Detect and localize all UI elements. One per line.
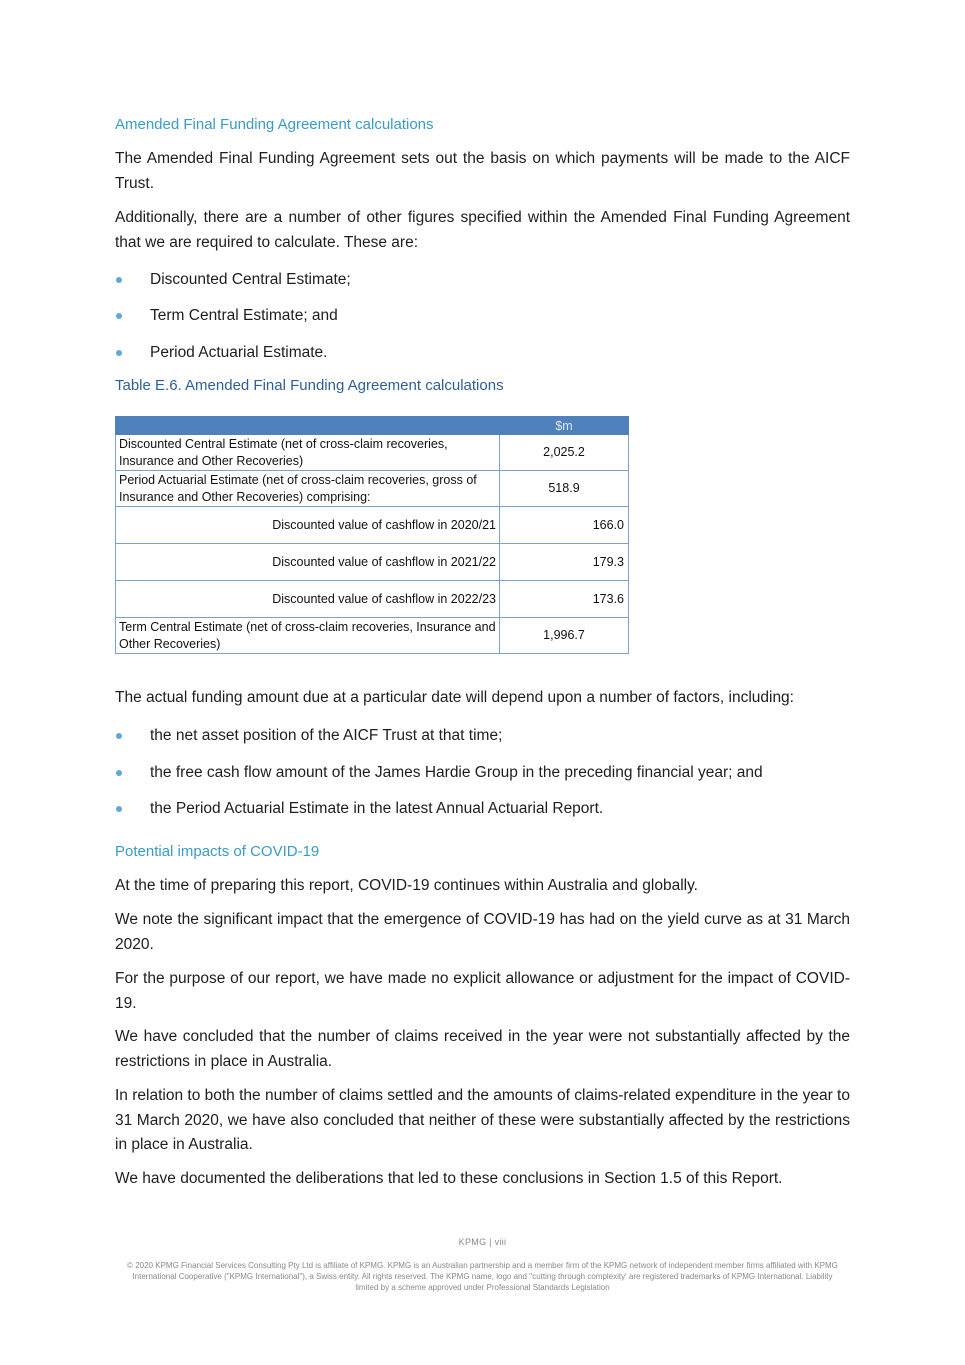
table-row — [116, 471, 629, 507]
row-value: 2,025.2 — [500, 435, 629, 471]
row-value: 1,996.7 — [500, 618, 629, 654]
row-label: Discounted Central Estimate (net of cross-claim recoveries, Insurance and Other Recoveries) — [116, 435, 500, 471]
paragraph: The actual funding amount due at a particular date will depend upon a number of factors, including: — [115, 689, 794, 706]
page-number-footer: KPMG | viii — [458, 1237, 507, 1247]
bullet-icon — [116, 350, 122, 356]
row-value: 166.0 — [500, 507, 629, 544]
bullet-icon — [116, 277, 122, 283]
bullet-icon — [116, 770, 122, 776]
paragraph: At the time of preparing this report, COVID-19 continues within Australia and globally. — [115, 877, 698, 894]
row-label: Term Central Estimate (net of cross-claim recoveries, Insurance and Other Recoveries) — [116, 618, 500, 654]
header-unit-cell: $m — [500, 417, 629, 435]
paragraph: We note the significant impact that the emergence of COVID-19 has had on the yield curve as at 31 March 2020. — [115, 911, 850, 953]
row-label: Discounted value of cashflow in 2021/22 — [116, 544, 500, 581]
section-heading-covid: Potential impacts of COVID-19 — [115, 843, 320, 860]
paragraph: We have documented the deliberations that led to these conclusions in Section 1.5 of this Report. — [115, 1170, 783, 1187]
calculations-table — [115, 416, 629, 654]
header-label-cell — [116, 417, 500, 435]
bullet-icon — [116, 733, 122, 739]
row-value: 518.9 — [500, 471, 629, 507]
table-row — [116, 435, 629, 471]
row-value: 173.6 — [500, 581, 629, 618]
table-row — [116, 618, 629, 654]
section-heading-affa: Amended Final Funding Agreement calculations — [115, 116, 434, 133]
copyright-footer: © 2020 KPMG Financial Services Consulting Pty Ltd is affiliate of KPMG. KPMG is an Australian partnership and a member firm of the KPMG network of independent member firms affiliated with KPMG International Cooperative ("KPMG International"), a Swiss entity. All rights reserved. The KPMG name, logo and ''cutting through complexity' are registered trademarks of KPMG International. Liability limited by a scheme approved under Professional Standards Legislation — [127, 1261, 838, 1292]
table-row — [116, 507, 629, 544]
table-row — [116, 581, 629, 618]
row-label: Discounted value of cashflow in 2022/23 — [116, 581, 500, 618]
table-row — [116, 544, 629, 581]
bullet-icon — [116, 313, 122, 319]
table-caption: Table E.6. Amended Final Funding Agreement calculations — [115, 377, 504, 394]
row-label: Discounted value of cashflow in 2020/21 — [116, 507, 500, 544]
row-value: 179.3 — [500, 544, 629, 581]
paragraph: For the purpose of our report, we have made no explicit allowance or adjustment for the impact of COVID-19. — [115, 970, 850, 1012]
row-label: Period Actuarial Estimate (net of cross-claim recoveries, gross of Insurance and Other Recoveries) comprising: — [116, 471, 500, 507]
bullet-icon — [116, 806, 122, 812]
paragraph: We have concluded that the number of claims received in the year were not substantially affected by the restrictions in place in Australia. — [115, 1028, 850, 1070]
paragraph: In relation to both the number of claims settled and the amounts of claims-related expenditure in the year to 31 March 2020, we have also concluded that neither of these were substantially affected by the restrictions in place in Australia. — [115, 1087, 850, 1153]
table-header-row — [116, 417, 629, 435]
paragraph: Additionally, there are a number of other figures specified within the Amended Final Funding Agreement that we are required to calculate. These are: — [115, 209, 850, 251]
paragraph: The Amended Final Funding Agreement sets out the basis on which payments will be made to the AICF Trust. — [115, 150, 850, 192]
